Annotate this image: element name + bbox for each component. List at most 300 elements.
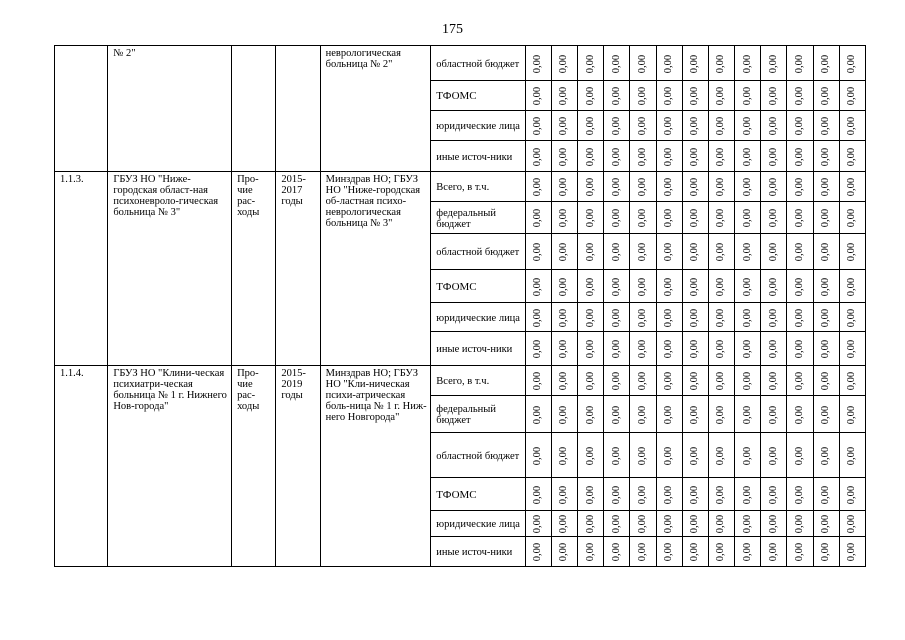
value-cell (604, 332, 630, 366)
cell-number: 1.1.3. (55, 172, 108, 366)
value-text: 0,00 (532, 54, 544, 73)
value-text: 0,00 (741, 242, 753, 262)
value-cell (604, 172, 630, 202)
value-text: 0,00 (794, 177, 805, 197)
value-cell (708, 141, 734, 172)
value-cell (839, 234, 865, 270)
value-text: 0,00 (741, 308, 753, 327)
value-text: 0,00 (558, 405, 570, 424)
value-cell (813, 46, 839, 81)
value-text: 0,00 (715, 208, 727, 228)
value-cell (578, 81, 604, 111)
value-text: 0,00 (637, 542, 649, 562)
value-text: 0,00 (584, 54, 596, 73)
value-text: 0,00 (846, 54, 858, 73)
value-cell (708, 303, 734, 332)
value-text: 0,00 (741, 116, 753, 136)
value-text: 0,00 (663, 116, 675, 136)
value-text: 0,00 (558, 485, 570, 504)
source-regional: областной бюджет (431, 433, 526, 478)
value-text: 0,00 (846, 542, 858, 562)
value-cell (525, 332, 551, 366)
value-cell (604, 270, 630, 303)
value-cell (813, 433, 839, 478)
cell-name: № 2" (108, 46, 232, 172)
value-text: 0,00 (532, 514, 544, 534)
value-text: 0,00 (558, 116, 570, 136)
value-cell (682, 366, 708, 396)
value-cell (552, 303, 578, 332)
value-text: 0,00 (637, 242, 649, 262)
value-text: 0,00 (532, 308, 544, 327)
value-text: 0,00 (794, 446, 805, 465)
value-cell (630, 111, 656, 141)
value-cell (761, 366, 787, 396)
value-text: 0,00 (532, 277, 544, 296)
value-text: 0,00 (558, 242, 570, 262)
value-cell (552, 172, 578, 202)
value-cell (656, 511, 682, 537)
value-text: 0,00 (820, 147, 832, 166)
value-text: 0,00 (558, 86, 570, 106)
value-cell (787, 537, 813, 567)
value-cell (839, 141, 865, 172)
value-text: 0,00 (689, 277, 701, 296)
value-cell (578, 202, 604, 234)
value-text: 0,00 (767, 277, 779, 296)
value-cell (552, 141, 578, 172)
value-text: 0,00 (820, 405, 832, 424)
value-cell (708, 478, 734, 511)
value-cell (735, 478, 761, 511)
value-cell (761, 234, 787, 270)
value-cell (761, 141, 787, 172)
value-cell (813, 234, 839, 270)
value-cell (552, 511, 578, 537)
value-cell (604, 234, 630, 270)
value-cell (604, 433, 630, 478)
value-text: 0,00 (663, 339, 675, 359)
source-legal: юридические лица (431, 111, 526, 141)
value-cell (656, 433, 682, 478)
value-text: 0,00 (794, 242, 805, 262)
value-text: 0,00 (846, 485, 858, 504)
value-text: 0,00 (820, 371, 832, 391)
value-cell (682, 332, 708, 366)
value-cell (735, 511, 761, 537)
value-cell (735, 81, 761, 111)
value-cell (578, 234, 604, 270)
value-cell (578, 332, 604, 366)
value-text: 0,00 (715, 542, 727, 562)
value-text: 0,00 (820, 277, 832, 296)
value-text: 0,00 (532, 86, 544, 106)
value-text: 0,00 (663, 277, 675, 296)
value-text: 0,00 (741, 54, 753, 73)
value-text: 0,00 (610, 147, 622, 166)
value-cell (708, 46, 734, 81)
value-cell (656, 141, 682, 172)
value-cell (682, 511, 708, 537)
value-text: 0,00 (663, 405, 675, 424)
value-cell (552, 111, 578, 141)
value-cell (525, 537, 551, 567)
value-cell (735, 46, 761, 81)
value-text: 0,00 (584, 208, 596, 228)
value-text: 0,00 (767, 86, 779, 106)
cell-expense-type (232, 46, 276, 172)
value-cell (787, 332, 813, 366)
value-text: 0,00 (715, 446, 727, 465)
value-cell (604, 478, 630, 511)
value-cell (708, 202, 734, 234)
value-cell (552, 478, 578, 511)
value-cell (604, 366, 630, 396)
value-text: 0,00 (637, 405, 649, 424)
value-text: 0,00 (741, 277, 753, 296)
value-text: 0,00 (741, 405, 753, 424)
value-text: 0,00 (584, 371, 596, 391)
value-cell (761, 303, 787, 332)
value-cell (735, 234, 761, 270)
value-cell (525, 433, 551, 478)
source-legal: юридические лица (431, 511, 526, 537)
value-text: 0,00 (715, 308, 727, 327)
value-cell (813, 303, 839, 332)
value-cell (604, 537, 630, 567)
value-cell (735, 303, 761, 332)
value-cell (552, 332, 578, 366)
value-cell (552, 270, 578, 303)
value-text: 0,00 (741, 371, 753, 391)
value-text: 0,00 (663, 147, 675, 166)
value-cell (787, 433, 813, 478)
value-text: 0,00 (820, 208, 832, 228)
source-total: Всего, в т.ч. (431, 172, 526, 202)
value-text: 0,00 (820, 54, 832, 73)
value-cell (682, 111, 708, 141)
value-cell (656, 234, 682, 270)
value-cell (656, 202, 682, 234)
value-cell (525, 46, 551, 81)
value-cell (578, 111, 604, 141)
value-text: 0,00 (689, 54, 701, 73)
value-text: 0,00 (820, 242, 832, 262)
value-cell (787, 172, 813, 202)
value-text: 0,00 (637, 86, 649, 106)
value-cell (552, 396, 578, 433)
value-text: 0,00 (558, 542, 570, 562)
value-cell (552, 366, 578, 396)
value-text: 0,00 (663, 308, 675, 327)
value-text: 0,00 (689, 177, 701, 197)
value-text: 0,00 (846, 86, 858, 106)
value-cell (708, 111, 734, 141)
source-tfoms: ТФОМС (431, 81, 526, 111)
value-cell (735, 111, 761, 141)
value-cell (787, 511, 813, 537)
value-cell (604, 46, 630, 81)
value-text: 0,00 (637, 277, 649, 296)
value-text: 0,00 (610, 446, 622, 465)
value-text: 0,00 (715, 116, 727, 136)
value-text: 0,00 (558, 177, 570, 197)
value-cell (552, 46, 578, 81)
value-text: 0,00 (637, 339, 649, 359)
value-cell (735, 537, 761, 567)
value-text: 0,00 (767, 54, 779, 73)
funding-table (54, 45, 866, 567)
value-cell (839, 111, 865, 141)
source-other: иные источ-ники (431, 332, 526, 366)
value-cell (813, 332, 839, 366)
value-cell (525, 172, 551, 202)
value-text: 0,00 (637, 147, 649, 166)
value-cell (630, 478, 656, 511)
value-text: 0,00 (663, 54, 675, 73)
value-text: 0,00 (663, 242, 675, 262)
value-text: 0,00 (715, 147, 727, 166)
value-cell (656, 303, 682, 332)
value-text: 0,00 (558, 147, 570, 166)
value-cell (735, 270, 761, 303)
value-cell (735, 366, 761, 396)
value-text: 0,00 (663, 514, 675, 534)
value-text: 0,00 (741, 514, 753, 534)
value-text: 0,00 (715, 177, 727, 197)
value-cell (813, 111, 839, 141)
source-federal: федеральный бюджет (431, 396, 526, 433)
page-number: 175 (442, 22, 463, 37)
value-cell (761, 332, 787, 366)
value-text: 0,00 (610, 242, 622, 262)
value-text: 0,00 (558, 339, 570, 359)
cell-executor: Минздрав НО; ГБУЗ НО "Ниже-городская об-ластная психо-неврологическая больница № 3" (320, 172, 431, 366)
value-cell (630, 511, 656, 537)
value-cell (578, 511, 604, 537)
value-cell (630, 234, 656, 270)
value-cell (604, 511, 630, 537)
value-text: 0,00 (820, 116, 832, 136)
value-text: 0,00 (532, 405, 544, 424)
value-cell (682, 537, 708, 567)
value-cell (578, 396, 604, 433)
cell-period: 2015-2019 годы (276, 366, 320, 567)
value-text: 0,00 (689, 446, 701, 465)
value-text: 0,00 (584, 485, 596, 504)
value-cell (813, 478, 839, 511)
value-text: 0,00 (610, 514, 622, 534)
value-cell (656, 172, 682, 202)
value-cell (525, 303, 551, 332)
value-text: 0,00 (532, 177, 544, 197)
value-text: 0,00 (689, 485, 701, 504)
value-cell (604, 141, 630, 172)
value-text: 0,00 (846, 177, 858, 197)
value-text: 0,00 (610, 54, 622, 73)
value-text: 0,00 (532, 147, 544, 166)
value-text: 0,00 (794, 542, 805, 562)
value-cell (604, 202, 630, 234)
value-cell (708, 511, 734, 537)
value-text: 0,00 (741, 177, 753, 197)
value-text: 0,00 (741, 208, 753, 228)
value-text: 0,00 (689, 147, 701, 166)
value-text: 0,00 (846, 446, 858, 465)
value-cell (552, 537, 578, 567)
value-cell (656, 366, 682, 396)
value-cell (630, 46, 656, 81)
value-text: 0,00 (846, 339, 858, 359)
value-cell (735, 396, 761, 433)
cell-period (276, 46, 320, 172)
value-text: 0,00 (794, 485, 805, 504)
value-cell (578, 141, 604, 172)
value-cell (761, 46, 787, 81)
value-text: 0,00 (794, 514, 805, 534)
value-cell (630, 270, 656, 303)
value-text: 0,00 (767, 339, 779, 359)
value-cell (813, 172, 839, 202)
value-text: 0,00 (820, 542, 832, 562)
value-cell (787, 303, 813, 332)
table-body (55, 46, 866, 567)
value-cell (682, 81, 708, 111)
value-cell (656, 270, 682, 303)
value-text: 0,00 (663, 208, 675, 228)
value-text: 0,00 (532, 339, 544, 359)
value-text: 0,00 (715, 485, 727, 504)
value-cell (525, 396, 551, 433)
value-text: 0,00 (689, 86, 701, 106)
value-text: 0,00 (637, 485, 649, 504)
value-cell (630, 202, 656, 234)
source-regional: областной бюджет (431, 234, 526, 270)
value-text: 0,00 (767, 208, 779, 228)
value-cell (656, 396, 682, 433)
value-cell (735, 141, 761, 172)
value-cell (578, 366, 604, 396)
value-cell (525, 81, 551, 111)
value-text: 0,00 (715, 514, 727, 534)
value-cell (708, 396, 734, 433)
value-cell (787, 366, 813, 396)
value-cell (525, 141, 551, 172)
value-cell (735, 202, 761, 234)
value-text: 0,00 (820, 485, 832, 504)
value-text: 0,00 (794, 54, 805, 73)
value-text: 0,00 (637, 446, 649, 465)
value-text: 0,00 (558, 514, 570, 534)
value-text: 0,00 (846, 242, 858, 262)
value-cell (630, 396, 656, 433)
value-cell (630, 537, 656, 567)
value-cell (839, 396, 865, 433)
value-text: 0,00 (610, 177, 622, 197)
value-cell (682, 396, 708, 433)
value-text: 0,00 (558, 371, 570, 391)
value-cell (813, 511, 839, 537)
value-text: 0,00 (846, 514, 858, 534)
value-text: 0,00 (794, 116, 805, 136)
value-cell (708, 81, 734, 111)
value-cell (761, 433, 787, 478)
value-cell (761, 202, 787, 234)
value-cell (761, 537, 787, 567)
value-cell (682, 433, 708, 478)
value-cell (761, 270, 787, 303)
value-cell (761, 396, 787, 433)
value-cell (813, 202, 839, 234)
value-text: 0,00 (794, 86, 805, 106)
value-text: 0,00 (767, 177, 779, 197)
cell-expense-type: Про-чие рас-ходы (232, 172, 276, 366)
value-text: 0,00 (689, 208, 701, 228)
value-cell (578, 433, 604, 478)
value-cell (735, 332, 761, 366)
value-text: 0,00 (558, 308, 570, 327)
value-text: 0,00 (741, 542, 753, 562)
value-cell (682, 46, 708, 81)
source-total: Всего, в т.ч. (431, 366, 526, 396)
value-cell (656, 332, 682, 366)
value-cell (578, 478, 604, 511)
value-text: 0,00 (715, 86, 727, 106)
value-text: 0,00 (610, 542, 622, 562)
value-cell (839, 81, 865, 111)
value-text: 0,00 (558, 208, 570, 228)
value-cell (839, 478, 865, 511)
value-cell (839, 46, 865, 81)
value-text: 0,00 (584, 147, 596, 166)
value-cell (578, 303, 604, 332)
value-cell (839, 202, 865, 234)
value-text: 0,00 (820, 177, 832, 197)
value-cell (630, 81, 656, 111)
value-cell (656, 111, 682, 141)
value-text: 0,00 (584, 405, 596, 424)
value-cell (839, 332, 865, 366)
value-cell (630, 332, 656, 366)
value-cell (708, 332, 734, 366)
value-text: 0,00 (689, 514, 701, 534)
value-cell (813, 141, 839, 172)
value-text: 0,00 (663, 485, 675, 504)
value-cell (813, 396, 839, 433)
value-cell (787, 270, 813, 303)
value-cell (604, 396, 630, 433)
value-text: 0,00 (715, 371, 727, 391)
value-cell (552, 202, 578, 234)
value-text: 0,00 (584, 542, 596, 562)
value-cell (578, 46, 604, 81)
value-text: 0,00 (558, 277, 570, 296)
value-cell (708, 270, 734, 303)
value-cell (787, 234, 813, 270)
value-text: 0,00 (584, 339, 596, 359)
value-text: 0,00 (794, 339, 805, 359)
value-text: 0,00 (846, 116, 858, 136)
cell-period: 2015-2017 годы (276, 172, 320, 366)
value-cell (813, 366, 839, 396)
value-cell (813, 270, 839, 303)
value-cell (525, 234, 551, 270)
value-text: 0,00 (767, 308, 779, 327)
value-text: 0,00 (715, 339, 727, 359)
source-other: иные источ-ники (431, 141, 526, 172)
value-text: 0,00 (663, 177, 675, 197)
value-text: 0,00 (558, 446, 570, 465)
